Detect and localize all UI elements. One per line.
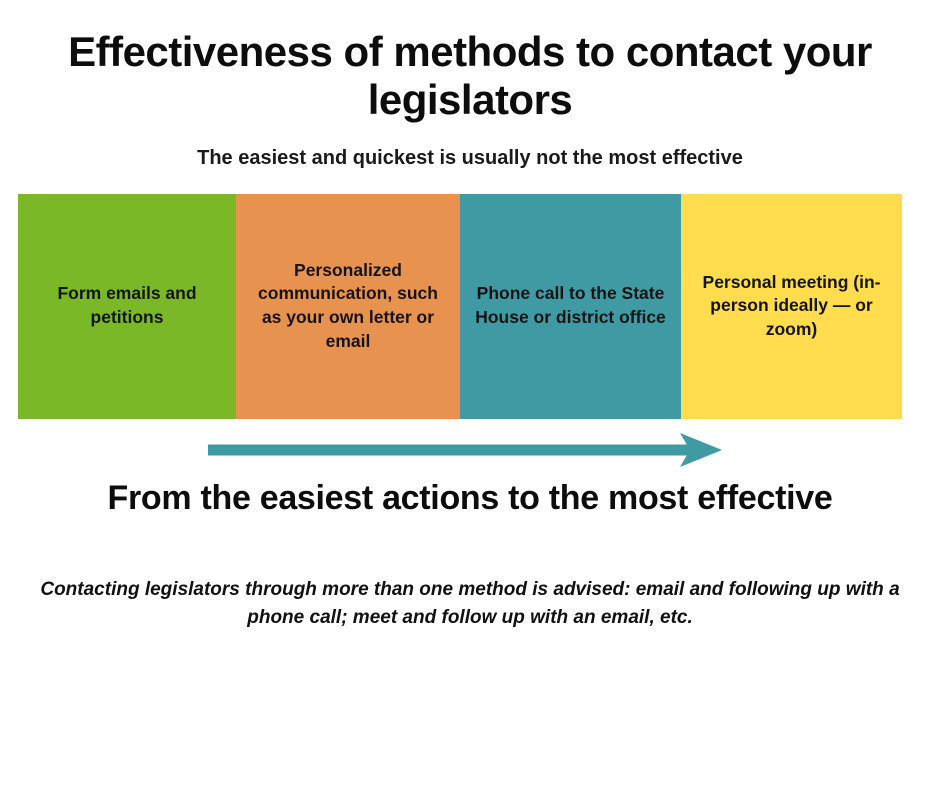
page-subtitle: The easiest and quickest is usually not the most effective <box>197 146 743 169</box>
bar-label: Form emails and petitions <box>57 283 197 328</box>
bar-segment-personal-meeting <box>681 194 902 419</box>
page-title: Effectiveness of methods to contact your legislators <box>68 28 872 124</box>
bar-segment-form-emails <box>18 194 236 419</box>
bar-label: Phone call to the State House or district office <box>475 283 666 328</box>
tagline: From the easiest actions to the most effective <box>107 478 833 517</box>
bar-label: Personalized communication, such as your own letter or email <box>258 259 438 351</box>
arrow-row <box>0 421 940 477</box>
effectiveness-bar-sequence <box>18 194 902 419</box>
footnote: Contacting legislators through more than one method is advised: email and following up with a phone call; meet and follow up with an email, etc. <box>40 578 900 629</box>
bar-segment-phone-call <box>460 194 681 419</box>
bar-segment-personalized-communication <box>236 194 460 419</box>
bar-label: Personal meeting (in-person ideally — or zoom) <box>702 271 881 339</box>
right-arrow-icon <box>200 427 730 473</box>
